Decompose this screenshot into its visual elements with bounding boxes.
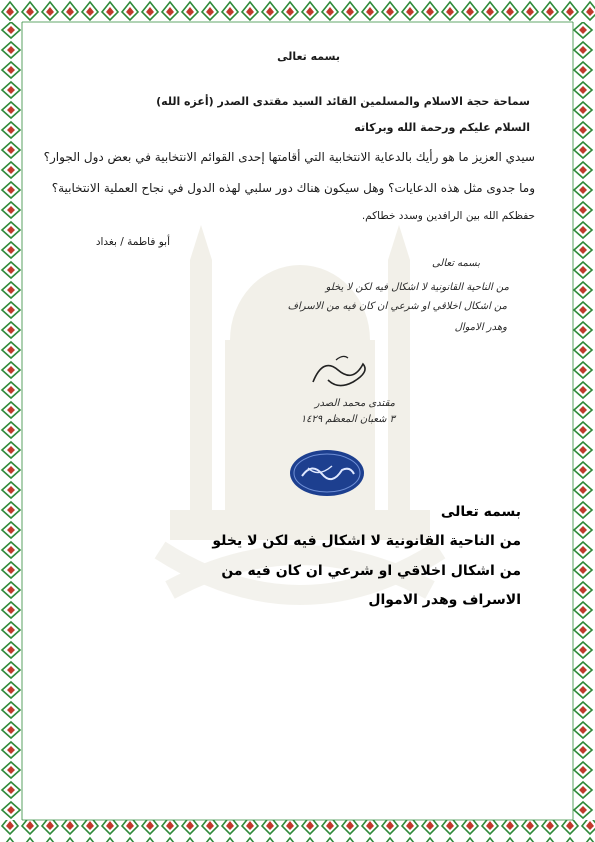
question-line: حفظكم الله بين الرافدين وسدد خطاكم. — [361, 210, 535, 222]
answer-line: من اشكال اخلاقي او شرعي ان كان فيه من — [221, 563, 521, 579]
question-line: وما جدوى مثل هذه الدعايات؟ وهل سيكون هناك دور سلبي لهذه الدول في نجاح العملية الانتخابية؟ — [51, 181, 535, 195]
question-salutation: السلام عليكم ورحمة الله وبركاته — [354, 121, 530, 134]
handwritten-date: ٣ شعبان المعظم ١٤٢٩ — [300, 414, 395, 425]
question-sender: أبو فاطمة / بغداد — [95, 236, 170, 248]
signature-scribble — [308, 352, 378, 392]
question-addressee: سماحة حجة الاسلام والمسلمين القائد السيد مقتدى الصدر (أعزه الله) — [156, 95, 530, 108]
handwritten-line: وهدر الاموال — [454, 322, 507, 333]
question-heading: بسمه تعالى — [277, 50, 340, 63]
answer-line: الاسراف وهدر الاموال — [368, 592, 521, 608]
handwritten-line: بسمه تعالى — [431, 258, 480, 269]
handwritten-line: من الناحية القانونية لا اشكال فيه لكن لا يخلو — [325, 282, 509, 293]
official-seal — [288, 448, 366, 498]
answer-line: من الناحية القانونية لا اشكال فيه لكن لا يخلو — [212, 533, 521, 549]
handwritten-signature-name: مقتدى محمد الصدر — [314, 398, 395, 409]
handwritten-line: من اشكال اخلاقي او شرعي ان كان فيه من الاسراف — [287, 301, 507, 312]
question-line: سيدي العزيز ما هو رأيك بالدعاية الانتخابية التي أقامتها إحدى القوائم الانتخابية في بعض دول الجوار؟ — [43, 150, 535, 164]
answer-heading: بسمه تعالى — [440, 504, 521, 520]
